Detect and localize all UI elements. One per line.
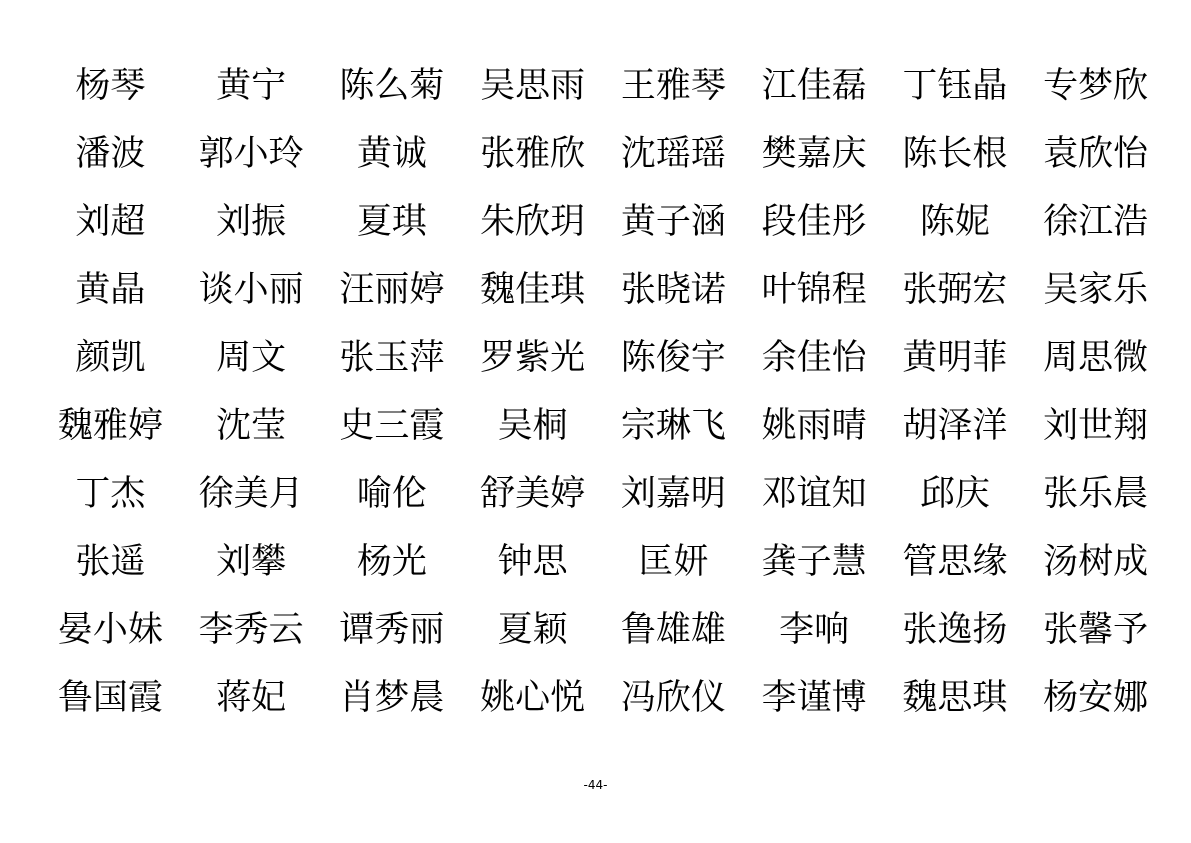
name-cell: 潘波 xyxy=(75,133,146,174)
name-cell: 姚雨晴 xyxy=(761,405,867,446)
name-cell: 丁杰 xyxy=(75,473,146,514)
name-cell: 邱庆 xyxy=(919,473,990,514)
name-cell: 姚心悦 xyxy=(480,677,586,718)
name-cell: 刘振 xyxy=(216,201,287,242)
name-cell: 张雅欣 xyxy=(480,133,586,174)
name-cell: 夏颖 xyxy=(497,609,568,650)
name-cell: 舒美婷 xyxy=(480,473,586,514)
name-cell: 沈莹 xyxy=(216,405,287,446)
name-cell: 杨光 xyxy=(356,541,427,582)
name-cell: 张弼宏 xyxy=(902,269,1008,310)
name-cell: 吴思雨 xyxy=(480,65,586,106)
name-cell: 喻伦 xyxy=(356,473,427,514)
name-cell: 肖梦晨 xyxy=(339,677,445,718)
name-cell: 周思微 xyxy=(1043,337,1149,378)
name-cell: 丁钰晶 xyxy=(902,65,1008,106)
name-cell: 袁欣怡 xyxy=(1043,133,1149,174)
name-cell: 宗琳飞 xyxy=(620,405,726,446)
name-cell: 吴桐 xyxy=(497,405,568,446)
name-cell: 陈俊宇 xyxy=(620,337,726,378)
name-cell: 专梦欣 xyxy=(1043,65,1149,106)
name-cell: 鲁雄雄 xyxy=(620,609,726,650)
name-cell: 徐江浩 xyxy=(1043,201,1149,242)
name-cell: 李响 xyxy=(779,609,850,650)
name-cell: 张晓诺 xyxy=(620,269,726,310)
name-cell: 江佳磊 xyxy=(761,65,867,106)
name-cell: 王雅琴 xyxy=(620,65,726,106)
name-cell: 杨琴 xyxy=(75,65,146,106)
name-cell: 徐美月 xyxy=(198,473,304,514)
name-cell: 罗紫光 xyxy=(480,337,586,378)
name-cell: 张玉萍 xyxy=(339,337,445,378)
name-cell: 张遥 xyxy=(75,541,146,582)
name-cell: 匡妍 xyxy=(638,541,709,582)
name-cell: 晏小妹 xyxy=(57,609,163,650)
page-number: -44- xyxy=(583,778,608,792)
name-cell: 魏佳琪 xyxy=(480,269,586,310)
name-cell: 刘攀 xyxy=(216,541,287,582)
name-cell: 张乐晨 xyxy=(1043,473,1149,514)
name-cell: 谈小丽 xyxy=(198,269,304,310)
name-cell: 管思缘 xyxy=(902,541,1008,582)
name-cell: 刘世翔 xyxy=(1043,405,1149,446)
name-cell: 龚子慧 xyxy=(761,541,867,582)
name-cell: 黄宁 xyxy=(216,65,287,106)
name-cell: 魏雅婷 xyxy=(57,405,163,446)
name-cell: 李秀云 xyxy=(198,609,304,650)
name-cell: 张馨予 xyxy=(1043,609,1149,650)
name-cell: 汪丽婷 xyxy=(339,269,445,310)
name-cell: 钟思 xyxy=(497,541,568,582)
name-cell: 刘超 xyxy=(75,201,146,242)
name-cell: 朱欣玥 xyxy=(480,201,586,242)
name-cell: 胡泽洋 xyxy=(902,405,1008,446)
name-cell: 邓谊知 xyxy=(761,473,867,514)
name-cell: 黄子涵 xyxy=(620,201,726,242)
name-cell: 沈瑶瑶 xyxy=(620,133,726,174)
name-cell: 樊嘉庆 xyxy=(761,133,867,174)
name-cell: 周文 xyxy=(216,337,287,378)
name-cell: 谭秀丽 xyxy=(339,609,445,650)
name-cell: 夏琪 xyxy=(356,201,427,242)
name-cell: 段佳彤 xyxy=(761,201,867,242)
name-cell: 汤树成 xyxy=(1043,541,1149,582)
name-cell: 陈么菊 xyxy=(339,65,445,106)
name-grid xyxy=(40,52,1166,732)
name-cell: 余佳怡 xyxy=(761,337,867,378)
name-cell: 黄晶 xyxy=(75,269,146,310)
name-cell: 蒋妃 xyxy=(216,677,287,718)
name-cell: 郭小玲 xyxy=(198,133,304,174)
name-cell: 颜凯 xyxy=(75,337,146,378)
name-cell: 鲁国霞 xyxy=(57,677,163,718)
name-cell: 李谨博 xyxy=(761,677,867,718)
name-cell: 冯欣仪 xyxy=(620,677,726,718)
name-cell: 刘嘉明 xyxy=(620,473,726,514)
name-cell: 吴家乐 xyxy=(1043,269,1149,310)
name-cell: 史三霞 xyxy=(339,405,445,446)
name-cell: 陈妮 xyxy=(919,201,990,242)
name-cell: 张逸扬 xyxy=(902,609,1008,650)
name-cell: 魏思琪 xyxy=(902,677,1008,718)
name-cell: 杨安娜 xyxy=(1043,677,1149,718)
name-cell: 黄明菲 xyxy=(902,337,1008,378)
name-cell: 陈长根 xyxy=(902,133,1008,174)
name-cell: 黄诚 xyxy=(356,133,427,174)
name-cell: 叶锦程 xyxy=(761,269,867,310)
